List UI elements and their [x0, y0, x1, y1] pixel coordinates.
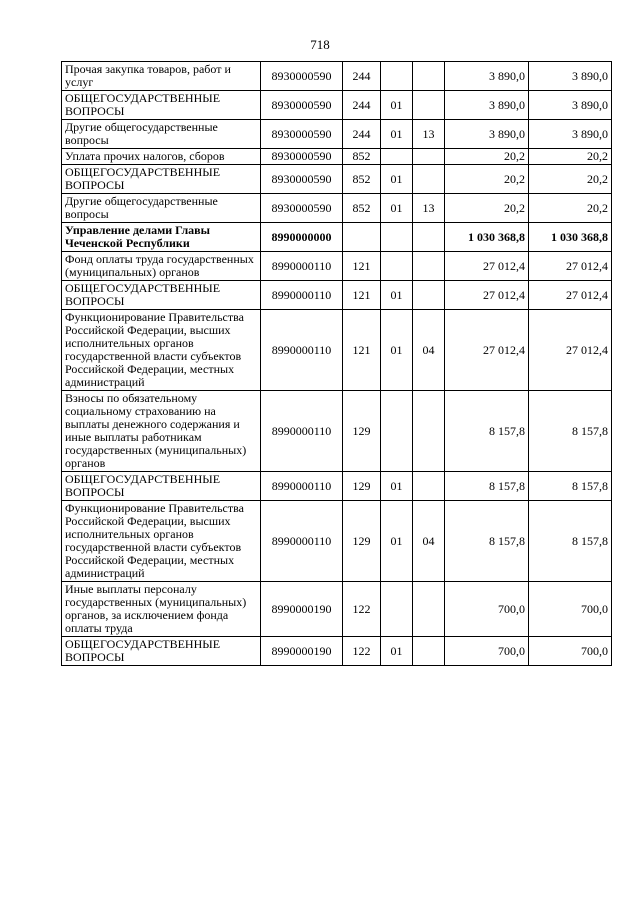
- amount-year2-cell: 20,2: [529, 165, 612, 194]
- row-name-cell: Управление делами Главы Чеченской Республики: [62, 223, 261, 252]
- expense-type-cell: 122: [343, 582, 381, 637]
- amount-year2-cell: 20,2: [529, 194, 612, 223]
- expense-type-cell: 121: [343, 310, 381, 391]
- table-row: [62, 252, 612, 281]
- subsection-cell: [413, 637, 445, 666]
- target-article-cell: 8990000110: [261, 501, 343, 582]
- row-name-cell: Иные выплаты персоналу государственных (муниципальных) органов, за исключением фонда оплаты труда: [62, 582, 261, 637]
- expense-type-cell: 852: [343, 165, 381, 194]
- row-name-cell: Фонд оплаты труда государственных (муниципальных) органов: [62, 252, 261, 281]
- amount-year2-cell: 27 012,4: [529, 281, 612, 310]
- amount-year1-cell: 700,0: [445, 582, 529, 637]
- target-article-cell: 8990000110: [261, 252, 343, 281]
- target-article-cell: 8990000190: [261, 637, 343, 666]
- subsection-cell: 04: [413, 310, 445, 391]
- row-name-cell: ОБЩЕГОСУДАРСТВЕННЫЕ ВОПРОСЫ: [62, 472, 261, 501]
- budget-table: [61, 61, 612, 666]
- expense-type-cell: 244: [343, 62, 381, 91]
- subsection-cell: [413, 391, 445, 472]
- row-name-cell: Прочая закупка товаров, работ и услуг: [62, 62, 261, 91]
- expense-type-cell: [343, 223, 381, 252]
- table-row: [62, 310, 612, 391]
- row-name-cell: ОБЩЕГОСУДАРСТВЕННЫЕ ВОПРОСЫ: [62, 281, 261, 310]
- subsection-cell: [413, 281, 445, 310]
- target-article-cell: 8930000590: [261, 62, 343, 91]
- table-row: [62, 472, 612, 501]
- section-cell: [381, 582, 413, 637]
- table-row: [62, 637, 612, 666]
- subsection-cell: 13: [413, 194, 445, 223]
- section-cell: 01: [381, 501, 413, 582]
- subsection-cell: [413, 472, 445, 501]
- expense-type-cell: 122: [343, 637, 381, 666]
- target-article-cell: 8990000110: [261, 281, 343, 310]
- amount-year2-cell: 8 157,8: [529, 501, 612, 582]
- amount-year2-cell: 3 890,0: [529, 62, 612, 91]
- target-article-cell: 8930000590: [261, 165, 343, 194]
- subsection-cell: [413, 165, 445, 194]
- amount-year1-cell: 700,0: [445, 637, 529, 666]
- amount-year2-cell: 3 890,0: [529, 120, 612, 149]
- subsection-cell: [413, 223, 445, 252]
- subsection-cell: [413, 252, 445, 281]
- row-name-cell: ОБЩЕГОСУДАРСТВЕННЫЕ ВОПРОСЫ: [62, 165, 261, 194]
- table-row: [62, 62, 612, 91]
- subsection-cell: 13: [413, 120, 445, 149]
- amount-year1-cell: 3 890,0: [445, 62, 529, 91]
- expense-type-cell: 244: [343, 91, 381, 120]
- amount-year2-cell: 8 157,8: [529, 391, 612, 472]
- section-cell: 01: [381, 310, 413, 391]
- section-cell: [381, 223, 413, 252]
- target-article-cell: 8990000110: [261, 391, 343, 472]
- amount-year1-cell: 27 012,4: [445, 252, 529, 281]
- table-row: [62, 120, 612, 149]
- subsection-cell: [413, 149, 445, 165]
- table-row: [62, 391, 612, 472]
- row-name-cell: Взносы по обязательному социальному страхованию на выплаты денежного содержания и иные выплаты работникам государственных (муниципальных) органов: [62, 391, 261, 472]
- amount-year1-cell: 8 157,8: [445, 472, 529, 501]
- section-cell: [381, 252, 413, 281]
- section-cell: 01: [381, 194, 413, 223]
- amount-year1-cell: 1 030 368,8: [445, 223, 529, 252]
- table-row: [62, 501, 612, 582]
- amount-year1-cell: 3 890,0: [445, 91, 529, 120]
- section-cell: [381, 391, 413, 472]
- row-name-cell: ОБЩЕГОСУДАРСТВЕННЫЕ ВОПРОСЫ: [62, 91, 261, 120]
- amount-year2-cell: 27 012,4: [529, 252, 612, 281]
- subsection-cell: [413, 582, 445, 637]
- row-name-cell: Функционирование Правительства Российской Федерации, высших исполнительных органов государственной власти субъектов Российской Федерации, местных администраций: [62, 501, 261, 582]
- amount-year1-cell: 3 890,0: [445, 120, 529, 149]
- amount-year1-cell: 20,2: [445, 149, 529, 165]
- amount-year2-cell: 20,2: [529, 149, 612, 165]
- table-row: [62, 149, 612, 165]
- expense-type-cell: 244: [343, 120, 381, 149]
- target-article-cell: 8990000190: [261, 582, 343, 637]
- expense-type-cell: 121: [343, 252, 381, 281]
- section-cell: 01: [381, 165, 413, 194]
- table-row: [62, 582, 612, 637]
- expense-type-cell: 129: [343, 391, 381, 472]
- target-article-cell: 8990000110: [261, 310, 343, 391]
- section-cell: 01: [381, 120, 413, 149]
- target-article-cell: 8990000110: [261, 472, 343, 501]
- expense-type-cell: 121: [343, 281, 381, 310]
- target-article-cell: 8990000000: [261, 223, 343, 252]
- amount-year1-cell: 20,2: [445, 194, 529, 223]
- section-cell: 01: [381, 91, 413, 120]
- target-article-cell: 8930000590: [261, 194, 343, 223]
- table-row: [62, 223, 612, 252]
- amount-year1-cell: 8 157,8: [445, 501, 529, 582]
- row-name-cell: Функционирование Правительства Российской Федерации, высших исполнительных органов государственной власти субъектов Российской Федерации, местных администраций: [62, 310, 261, 391]
- table-row: [62, 165, 612, 194]
- table-row: [62, 194, 612, 223]
- section-cell: 01: [381, 472, 413, 501]
- expense-type-cell: 852: [343, 149, 381, 165]
- amount-year1-cell: 27 012,4: [445, 281, 529, 310]
- section-cell: [381, 62, 413, 91]
- amount-year1-cell: 20,2: [445, 165, 529, 194]
- target-article-cell: 8930000590: [261, 120, 343, 149]
- expense-type-cell: 852: [343, 194, 381, 223]
- table-row: [62, 91, 612, 120]
- amount-year2-cell: 700,0: [529, 582, 612, 637]
- section-cell: 01: [381, 281, 413, 310]
- table-row: [62, 281, 612, 310]
- row-name-cell: Уплата прочих налогов, сборов: [62, 149, 261, 165]
- subsection-cell: [413, 91, 445, 120]
- row-name-cell: Другие общегосударственные вопросы: [62, 194, 261, 223]
- row-name-cell: ОБЩЕГОСУДАРСТВЕННЫЕ ВОПРОСЫ: [62, 637, 261, 666]
- subsection-cell: 04: [413, 501, 445, 582]
- row-name-cell: Другие общегосударственные вопросы: [62, 120, 261, 149]
- amount-year2-cell: 700,0: [529, 637, 612, 666]
- expense-type-cell: 129: [343, 501, 381, 582]
- amount-year1-cell: 8 157,8: [445, 391, 529, 472]
- section-cell: [381, 149, 413, 165]
- expense-type-cell: 129: [343, 472, 381, 501]
- target-article-cell: 8930000590: [261, 91, 343, 120]
- amount-year2-cell: 3 890,0: [529, 91, 612, 120]
- amount-year2-cell: 1 030 368,8: [529, 223, 612, 252]
- section-cell: 01: [381, 637, 413, 666]
- subsection-cell: [413, 62, 445, 91]
- amount-year1-cell: 27 012,4: [445, 310, 529, 391]
- amount-year2-cell: 8 157,8: [529, 472, 612, 501]
- target-article-cell: 8930000590: [261, 149, 343, 165]
- amount-year2-cell: 27 012,4: [529, 310, 612, 391]
- page-number: 718: [310, 37, 330, 52]
- table-body: [62, 62, 612, 666]
